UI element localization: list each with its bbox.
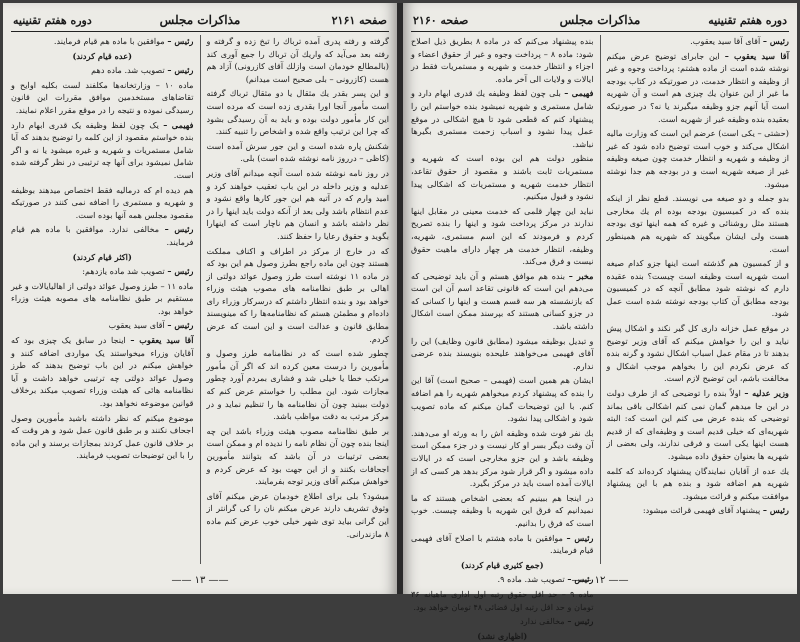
paragraph [207,490,390,540]
paragraph [411,35,594,85]
paragraph-text: بدو جمله و دو صیغه می نویسند. قطع نظر از اینکه بنده که در کمیسیون بودجه بوده ام یك مخارجی هستند مثل روشنائی و غیره که همه اینها توی بودجه هست ولی ایشان میگویند که شهریه هم همینطور است. [606,193,789,254]
paragraph [607,127,790,190]
paragraph-text: بك نفر فوت شده وظیفه اش را به ورثه او می‌دهند. آن وقت دیگر بسر او کار نیست و در جزء ممکن است وظیفه باشد و این جزو مخارجی است که در ایالات داده میشود و اگر قرار شود مرکز بدهد هر کسی که از ایالات آمده است باید در مرکز بگیرد. [411,427,594,489]
speaker-name: رئیس – [567,616,594,627]
paragraph [607,504,790,517]
paragraph [207,35,390,85]
paragraph-text: و از کمسیون هم گذشته است اینها جزو کدام صیغه است شهریه است وظیفه است چیست؟ بنده عقیده دارم که نوشته شود مطابق آنچه که در کمیسیون بودجه مطابق آن کتاب بودجه نوشته شده است عمل شود. [606,258,789,319]
paragraph [607,50,790,126]
paragraph-text: میشود؟ بلی برای اطلاع خودمان عرض میکنم آقای وثوق تشریف دارند عرض میکنم نان را کی گرانتر از این گرانی بیاید توی شهر خیلی خوب عرض کنم ماده ۸ مازندرانی. [206,490,389,539]
left-page [3,3,397,594]
paragraph-text: منظور دولت هم این بوده است که شهریه و مستمریات ثابت باشند و مقصود از حقوق تقاعد، انتظار خدمت شهریه و مستمریات که اشکالی پیدا نشود و قبول میکنیم. [411,153,594,202]
right-page [403,3,797,641]
paragraph-text: موافقین با ماده هم قیام فرمایند. [53,36,168,46]
speaker-name: رئیس – [167,65,194,76]
paragraph [411,532,594,557]
paragraph [207,87,390,137]
paragraph [11,35,194,48]
paragraph-text: شکنش پاره شده است و این جور سرش آمده است (کاظی – درروز نامه نوشته شده است) بلی. [206,140,389,164]
paragraph [11,119,194,182]
right-footer-page-number: —— ۱۲ —— [571,575,628,586]
paragraph-text: چطور شده است که در نظامنامه طرز وصول و مأمورین را درست معین کرده اند که اگر آن مأمور مرتکب خطا یا خیلی شد و فشاری بمردم آورد چطور مجازات شود. این مطلب را خواستم عرض کنم که دولت ببینید چون آن نظامنامه ها را تنظیم نماید و در مرکز مرتب به دقت مواظب باشد. [206,348,389,422]
right-journal-title: مذاکرات مجلس [559,13,641,27]
paragraph-text: تصویب شد. ماده ۹. [497,574,568,585]
paragraph-text: تصویب شد. ماده دهم [91,65,168,76]
paragraph [207,167,390,243]
paragraph [11,280,194,318]
speaker-name: رئیس – [567,574,594,585]
paragraph [411,87,594,150]
column-divider [600,35,601,564]
paragraph-text: در روز نامه نوشته شده است آنچه میدانم آقای وزیر عدلیه و وزیر داخله در این باب تعقیب خواهند کرد و امید وارم که در آتیه هم این جور کارها واقع نشود و عدم انتظام باشد ولی بعد از آنکه دولت باید اینها را در نظر داشته باشد و انسان هم ناچار است که اینهارا بگوید و حقوق رعایا را حفظ کنند. [206,167,389,241]
paragraph [11,412,194,462]
open-book [3,3,797,641]
paragraph-text: در موقع عمل خزانه داری کل گیر نکند و اشکال پیش نیاید و این را خواهش میکنم که آقای وزیر توضیح بدهند تا در مقام عمل اسباب اشکال نشود و گرنه بنده که عرض نکردم این را بخواهم موجب اشکال و مخالفت باشم، این توضیح لازم است. [606,323,789,384]
left-page-footer [3,575,397,586]
speaker-name: رئیس – [164,224,194,235]
speaker-name: وزیر عدلیه – [744,388,789,399]
center-note: (جمع کثیری قیام کردند) [460,559,544,570]
paragraph [11,223,194,248]
left-page-header [11,11,389,32]
paragraph-text: در اینجا هم ببینیم که بعضی اشخاص هستند که ما نمیدانیم که فرق این شهریه با وظیفه چیست. خوب است که فرق را بدانیم. [411,492,594,528]
speaker-name: فهیمی – [163,119,194,130]
paragraph [11,79,194,117]
paragraph [411,205,594,268]
paragraph-text: اولاً بنده را توضیحی که از طرف دولت در این جا میدهم گمان نمی کنم اشکالی باقی بماند توضیحی که بنده عرض می کنم این است که: البته شهریه‌ای که خیلی قدیم است و وظیفه‌ای که از قدیم هست اینها یکی است و فرقی ندارند، ولی بعضی از شهریه ها بعنوان حقوق داده میشود. [606,388,789,461]
paragraph-text: پیشنهاد آقای فهیمی قرائت میشود: [642,505,763,516]
paragraph-text: ماده ۱۱ – طرز وصول عوائد دولتی از اهالیایالات و غیر مستقیم بر طبق نظامنامه های مصوبه هیئت وزراء خواهد بود. [11,280,194,316]
paragraph [607,192,790,255]
paragraph [411,588,594,613]
paragraph [607,387,790,463]
speaker-name: فهیمی – [564,88,594,99]
paragraph [411,492,594,530]
left-journal-title: مذاکرات مجلس [159,13,241,27]
paragraph [411,615,594,628]
paragraph [11,64,194,77]
column-divider [200,35,201,564]
paragraph [607,322,790,385]
center-note: (عده قیام کردند) [72,50,132,61]
speaker-name: آقا سید یعقوب – [724,50,789,61]
speaker-name: مخبر – [568,270,594,281]
paragraph-text: گرفته و رفته پدری آمده ترباك را تبخ زده و گرفته و رفته بعد می‌آید که واریك آن ترباك را جمع آوری کند (بالمطالع خودمان است وازلك آقای کازرونی) آزاد هم هست (کازرونی – بلی صحیح است میدانم) [206,36,389,84]
right-page-number: صفحه ۲۱۶۰ [413,14,469,27]
speaker-name: رئیس – [762,505,789,516]
speaker-name: رئیس – [566,532,594,543]
left-page-left-column [11,35,194,564]
paragraph-text: نباید این چهار قلمی که خدمت معینی در مقابل اینها ندارند در مرکز پرداخت شود و اینها را بنده تصریح کردم و فرمودند که این اسم مستمری، شهریه، وظیفه، انتظار خدمت هر چهار دارای ماهیت حقوق نیست و فرق می‌کند. [411,205,594,267]
paragraph-text: آقای سید یعقوب [108,320,168,331]
speaker-name: رئیس – [762,36,789,46]
paragraph-text: و این پسر بقدر یك مثقال یا دو مثقال ترباك گرفته است مأمور آنجا اورا بقدری زده است که مرده است این کار مأمور دولت بوده و باید به آن رسیدگی بشود که چرا این ترتیب واقع شده و اشخاص را تنبیه کنند. [206,88,389,137]
paragraph-text: بنده هم موافق هستم و آن باید توضیحی که می‌دهم این است که قانونی تقاعد اسم آن این است که بازنشسته هر سه قسم هست و اینها را کسانی که در جزو کسانی هستند که بپرسند ممکن است اشکال داشته باشد. [411,270,594,332]
paragraph-text: و تبدیل بوظیفه میشود (مطابق قانون وظایف) این را آقای فهیمی می‌خواهند علیحده بنویسند بنده عرضی ندارم. [411,335,594,371]
paragraph-text: مخالفی ندارد [520,616,568,627]
left-period-title: دوره هفتم تقنینیه [13,14,92,27]
right-page-footer [403,575,797,586]
paragraph [11,334,194,410]
speaker-name: رئیس – [167,36,194,46]
paragraph [411,270,594,333]
right-page-header [411,11,789,32]
speaker-name: رئیس – [167,320,194,331]
paragraph-text: ماده ۹ – حد اقل حقوق رتبه اول اداری ماهیانه ۳۶ تومان و حد اقل رتبه اول قضائی ۴۸ تومان خواهد بود. [411,588,594,612]
paragraph-text: (حشتی – یکی است) عرضم این است که وزارت مالیه اشکال می‌کند و خوب است توضیح داده شود که غیر از وظیفه و شهریه و انتظار خدمت چون صیغه وظیفه غیر از صیغه شهریه است و در بودجه هم جدا نوشته میشود. [606,128,789,189]
paragraph [607,257,790,320]
paragraph-text: اینجا در سابق یک چیزی بود که آقایان وزراء میخواستند یک مواردی اضافه کنند و خواهش میکنم در این باب توضیح بدهند که طرز وصول عوائد دولتی چه ترتیبی خواهد داشت و آیا نظامنامه هائی که هیئت وزراء تصویب میکند برخلاف قوانین موضوعه نخواهد بود. [11,335,194,409]
paragraph-text: که در خارج از مرکز در اطراف و اکناف مملکت هستند چون این ماده راجع بطرز وصول هم این بود که در ماده ۱۱ نوشته است طرز وصول عوائد دولتی از اهالی بر طبق نظامنامه های مصوب هیئت وزراء خواهد بود و بنده انتظار داشتم که درسرکار وزراء رای داده‌ام و مطمئن هستم که نظامنامه‌ها را که مینویسند مطابق قانون و عدالت است و این است که عرض کردم. [206,245,390,344]
left-footer-page-number: —— ۱۳ —— [171,575,228,586]
paragraph-text: ماده ۱۰ – وزارتخانه‌ها مکلفند لست بکلیه اوایح و تقاضاهای مستخدمین موافق مقررات این قانون رسیدگی نموده و نتیجه را در موقع مقرر اعلام نمایند. [11,79,194,115]
paragraph-text: این جابرای توضیح عرض میکنم نوشته شده است از ماده هشتم: پرداخت وجوه و غیر از وظیفه و انتظار خدمت، در صورتیکه در کتاب بودجه ما غیر از این عنوان یك چیزی هم است و آن شهریه است آیا آنهم جزو وظیفه میگیرند یا نه؟ در صورتیکه بعقیده بنده وظیفه غیر از شهریه است. [606,50,789,124]
paragraph-text: بر طبق نظامنامه مصوب هیئت وزراء باشد این چه اینجا بنده چون آن نظام نامه را ندیده ام و ممکن است بعضی ترتیبات در آن باشد که بتوانند مأمورین اجحافات بکنند و از این جهت بود که عرض کردم و خواهش میکنم آقای وزیر توجه بفرمایند. [206,425,389,487]
paragraph-text: بلی چون لفظ وظیفه یك قدری ابهام دارد و شامل مستمری و شهریه نمیشود بنده خواستم این را پیشنهاد کنم که قطعی شود تا هیچ اشکالی در موقع عمل پیدا نشود و اسباب زحمت مستمری بگیرها نباشد. [411,88,594,149]
paragraph-text: تصویب شد ماده یازدهم: [82,266,168,277]
paragraph [411,374,594,424]
paragraph-text: مخالفی ندارد. موافقین با ماده هم قیام فرمایند. [11,224,194,247]
paragraph [207,245,390,346]
paragraph-text: یك عده از آقایان نمایندگان پیشنهاد کرده‌اند که کلمه شهریه هم اضافه شود و بنده هم با این پیشنهاد موافقت میکنم و قرائت میشود. [606,465,789,501]
paragraph-text: ایشان هم همین است (فهیمی – صحیح است) آقا این را بنده که پیشنهاد کردم میخواهم شهریه را هم اضافه کنم. با این توضیحات گمان میکنم که ماده تصویب شود و اشکالی پیدا نشود. [411,375,594,424]
paragraph-text: یک چون لفظ وظیفه یک قدری ابهام دارد بنده خواستم مقصود از این کلمه را توضیح بدهند که آیا شامل مستمریات و شهریه و غیره میشود یا نه و اگر شامل نمیشود برای آنها چه ترتیبی در نظر گرفته شده است. [11,119,194,180]
paragraph-text: بنده پیشنهاد می‌کنم که در ماده ۸ بطریق ذیل اصلاح شود: ماده ۸ – پرداخت وجوه و غیر از حقوق اعضاء و اجزاء و انتظار خدمت و شهریه و مستمریات فقط در ایالات و ولایات الی آخر ماده. [411,36,594,84]
right-period-title: دوره هفتم تقنینیه [708,14,787,27]
paragraph [607,35,790,48]
paragraph [11,265,194,278]
paragraph [411,335,594,373]
paragraph-text: موافقین با ماده هشتم با اصلاح آقای فهیمی قیام فرمایند. [411,532,594,556]
paragraph [11,319,194,332]
left-page-columns [11,35,389,564]
paragraph [411,152,594,202]
left-page-right-column [207,35,390,564]
paragraph [207,425,390,488]
center-note: (اظهاری نشد) [477,630,528,641]
paragraph [11,184,194,222]
right-page-right-column [607,35,790,564]
paragraph [411,427,594,490]
left-page-number: صفحه ۲۱۶۱ [331,14,387,27]
paragraph [207,140,390,165]
paragraph-text: آقای آقا سید یعقوب. [690,36,763,46]
center-note: (اکثر قیام کردند) [72,251,132,262]
speaker-name: آقا سید یعقوب – [130,335,194,346]
paragraph-text: هم دیده ام که درمالیه فقط اختصاص میدهند بوظیفه و شهریه و مستمری را اضافه نمی کنند در صورتیکه مقصود مجلس همه آنها بوده است. [11,184,194,220]
speaker-name: رئیس – [167,266,194,277]
paragraph-text: موضوع میکنم که نظر داشته باشید مأمورین وصول اجحاف نکنند و بر طبق قانون عمل شود و هر وقت که بر خلاف قانون عمل کردند بمجازات برسند و این ماده را با این توضیحات تصویب فرمایند. [11,412,194,461]
right-page-left-column [411,35,594,641]
paragraph [607,465,790,503]
paragraph [207,347,390,423]
